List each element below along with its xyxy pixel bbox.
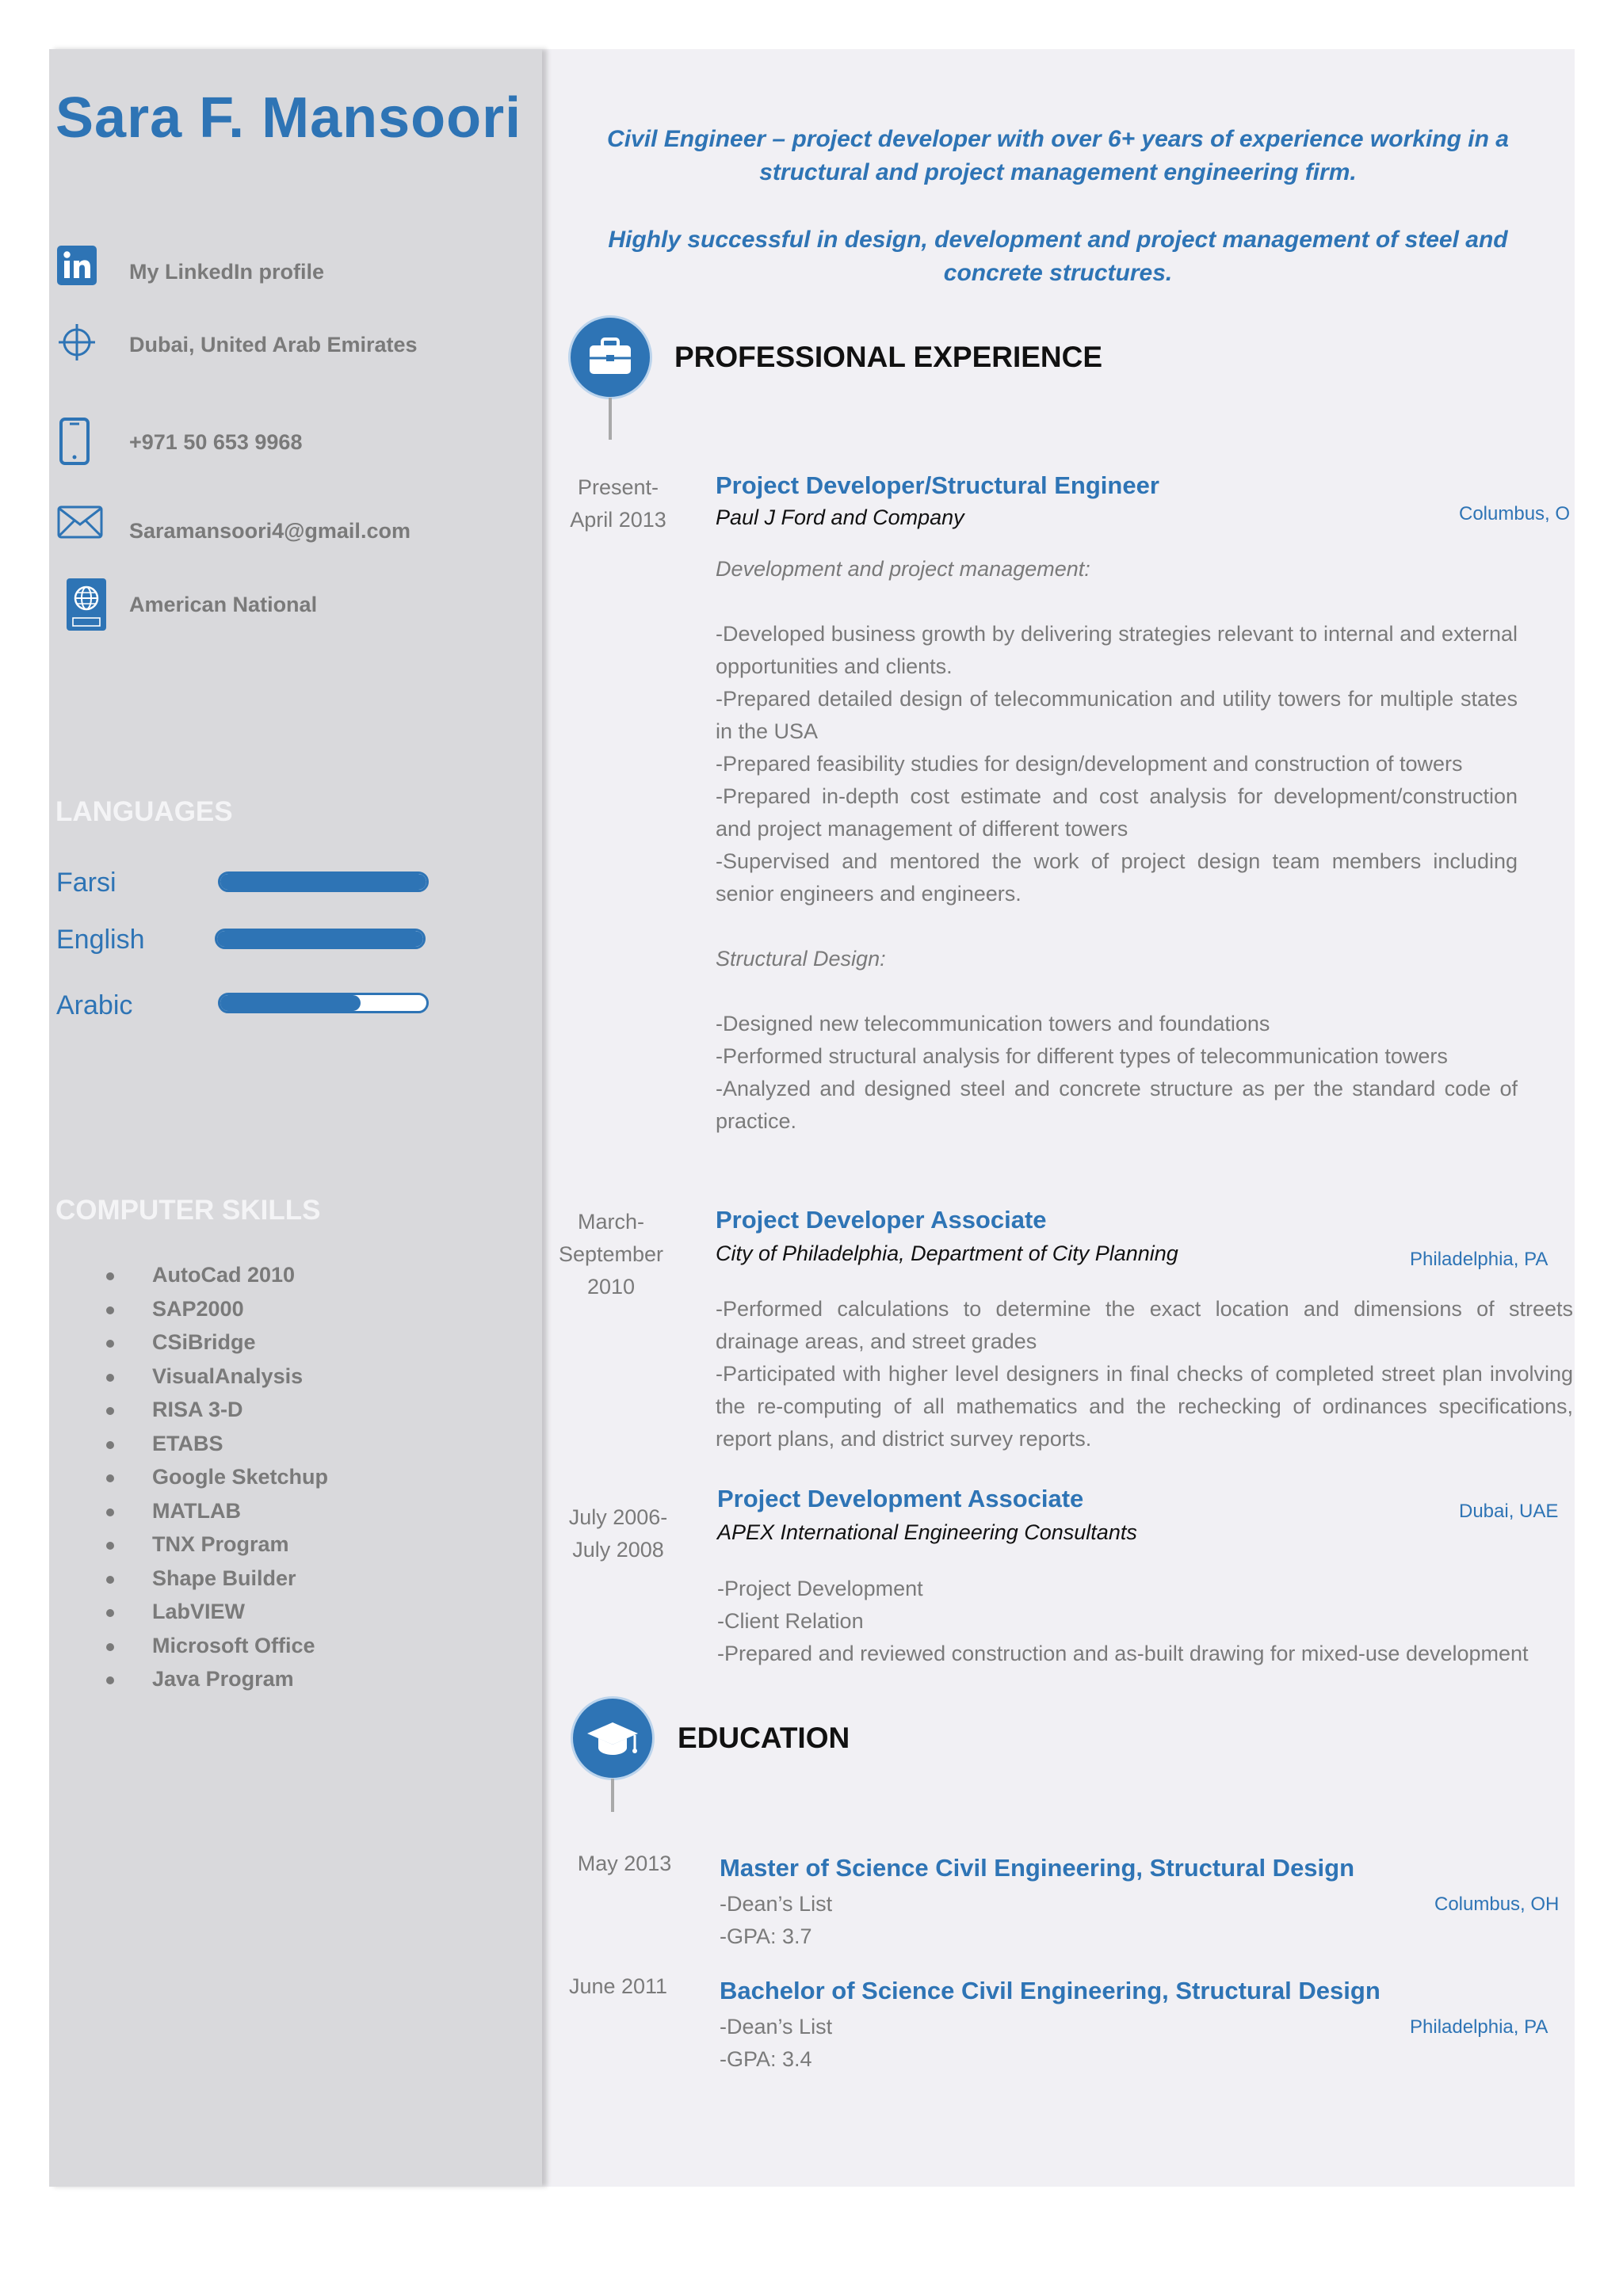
education-detail: -Dean’s List bbox=[720, 1892, 833, 1916]
language-level-fill bbox=[220, 995, 361, 1011]
skill-item: MATLAB bbox=[106, 1494, 328, 1528]
computer-skills-heading: COMPUTER SKILLS bbox=[55, 1195, 321, 1226]
job-description bbox=[717, 1573, 1575, 1670]
job-bullet: -Prepared and reviewed construction and as-built drawing for mixed-use development bbox=[717, 1642, 1529, 1665]
education-detail: -GPA: 3.4 bbox=[720, 2047, 812, 2071]
sidebar bbox=[49, 49, 542, 2187]
job-bullet: -Client Relation bbox=[717, 1609, 864, 1633]
job-bullet: -Analyzed and designed steel and concrete structure as per the standard code of practice. bbox=[716, 1077, 1518, 1133]
job-date-line: July 2008 bbox=[572, 1538, 664, 1562]
job-subheading: Development and project management: bbox=[716, 557, 1090, 581]
job-company: Paul J Ford and Company bbox=[716, 505, 964, 529]
education-details bbox=[720, 2011, 1354, 2076]
job-bullet: -Prepared detailed design of telecommunication and utility towers for multiple states in the USA bbox=[716, 687, 1518, 743]
language-name: Arabic bbox=[56, 990, 133, 1020]
education-section-badge bbox=[573, 1699, 652, 1778]
summary-experience: Civil Engineer – project developer with over 6+ years of experience working in a structural and project management engineering firm. bbox=[607, 126, 1509, 185]
skill-item: Shape Builder bbox=[106, 1562, 328, 1596]
language-level-bar bbox=[215, 929, 426, 949]
section-connector bbox=[609, 398, 612, 440]
job-dates bbox=[563, 471, 674, 536]
job-bullet: -Supervised and mentored the work of project design team members including senior engineers and engineers. bbox=[716, 849, 1518, 906]
skill-item: AutoCad 2010 bbox=[106, 1258, 328, 1292]
education-heading: EDUCATION bbox=[678, 1722, 850, 1754]
language-level-bar bbox=[218, 993, 429, 1013]
experience-heading: PROFESSIONAL EXPERIENCE bbox=[674, 341, 1103, 373]
job-bullet: -Project Development bbox=[717, 1577, 923, 1600]
mobile-phone-icon bbox=[59, 418, 90, 465]
job-date-line: March- bbox=[577, 1210, 644, 1234]
language-name: English bbox=[56, 925, 145, 955]
degree-title: Master of Science Civil Engineering, Structural Design bbox=[720, 1854, 1355, 1882]
skill-item: SAP2000 bbox=[106, 1292, 328, 1326]
languages-heading: LANGUAGES bbox=[55, 796, 233, 827]
skill-item: Microsoft Office bbox=[106, 1629, 328, 1663]
job-company: City of Philadelphia, Department of City Planning bbox=[716, 1241, 1178, 1265]
linkedin-icon[interactable] bbox=[57, 246, 97, 285]
job-bullet: -Performed structural analysis for different types of telecommunication towers bbox=[716, 1044, 1448, 1068]
education-location: Philadelphia, PA bbox=[1410, 2016, 1549, 2038]
job-company: APEX International Engineering Consultants bbox=[717, 1520, 1137, 1544]
job-title: Project Developer/Structural Engineer bbox=[716, 471, 1159, 499]
education-detail: -Dean’s List bbox=[720, 2015, 833, 2039]
job-bullet: -Designed new telecommunication towers and foundations bbox=[716, 1012, 1270, 1035]
job-bullet: -Performed calculations to determine the exact location and dimensions of streets drainage areas, and street grades bbox=[716, 1297, 1573, 1353]
skill-item: LabVIEW bbox=[106, 1595, 328, 1629]
section-connector bbox=[611, 1779, 614, 1812]
job-date-line: 2010 bbox=[586, 1275, 636, 1299]
job-date-line: September bbox=[558, 1242, 664, 1266]
job-bullet: -Prepared feasibility studies for design/development and construction of towers bbox=[716, 752, 1463, 776]
language-level-fill bbox=[217, 931, 423, 947]
summary-strengths: Highly successful in design, development and project management of steel and concrete structures. bbox=[608, 227, 1508, 286]
envelope-icon bbox=[57, 505, 103, 539]
job-description bbox=[716, 1293, 1573, 1455]
linkedin-link[interactable]: My LinkedIn profile bbox=[129, 260, 325, 284]
location-text: Dubai, United Arab Emirates bbox=[129, 333, 418, 357]
experience-section-badge bbox=[571, 318, 650, 397]
skill-item: VisualAnalysis bbox=[106, 1360, 328, 1394]
passport-icon bbox=[65, 577, 108, 632]
skill-item: TNX Program bbox=[106, 1527, 328, 1562]
education-date: May 2013 bbox=[577, 1852, 672, 1875]
computer-skills-list bbox=[106, 1258, 328, 1696]
language-level-bar bbox=[218, 871, 429, 892]
education-location: Columbus, OH bbox=[1434, 1894, 1560, 1915]
job-bullet: -Developed business growth by delivering strategies relevant to internal and external opportunities and clients. bbox=[716, 622, 1518, 678]
job-location: Columbus, O bbox=[1459, 503, 1571, 524]
job-bullet: -Participated with higher level designers in final checks of completed street plan involving the re-computing of all mathematics and the rechecking of ordinances specifications, report plans, and district survey reports. bbox=[716, 1362, 1573, 1451]
skill-item: RISA 3-D bbox=[106, 1393, 328, 1427]
job-date-line: July 2006- bbox=[568, 1505, 668, 1529]
job-date-line: April 2013 bbox=[570, 508, 666, 532]
job-description bbox=[716, 553, 1518, 1138]
job-location: Philadelphia, PA bbox=[1410, 1249, 1549, 1270]
education-details bbox=[720, 1888, 1354, 1953]
job-subheading: Structural Design: bbox=[716, 947, 886, 971]
degree-title: Bachelor of Science Civil Engineering, Structural Design bbox=[720, 1977, 1381, 2004]
education-date: June 2011 bbox=[568, 1974, 668, 1998]
location-crosshair-icon bbox=[57, 322, 97, 362]
job-bullet: -Prepared in-depth cost estimate and cost analysis for development/construction and project management of different towers bbox=[716, 784, 1518, 841]
skill-item: CSiBridge bbox=[106, 1325, 328, 1360]
skill-item: Java Program bbox=[106, 1662, 328, 1696]
job-date-line: Present- bbox=[577, 475, 659, 499]
job-location: Dubai, UAE bbox=[1459, 1501, 1559, 1522]
phone-number[interactable]: +971 50 653 9968 bbox=[129, 430, 303, 454]
language-level-fill bbox=[220, 874, 426, 890]
job-dates bbox=[563, 1501, 674, 1566]
briefcase-icon bbox=[571, 318, 650, 397]
candidate-name: Sara F. Mansoori bbox=[55, 86, 522, 150]
job-title: Project Development Associate bbox=[717, 1485, 1084, 1512]
email-address[interactable]: Saramansoori4@gmail.com bbox=[129, 519, 411, 543]
graduation-cap-icon bbox=[573, 1699, 652, 1778]
language-name: Farsi bbox=[56, 868, 116, 898]
job-title: Project Developer Associate bbox=[716, 1206, 1047, 1234]
nationality-text: American National bbox=[129, 593, 318, 616]
skill-item: Google Sketchup bbox=[106, 1460, 328, 1494]
education-detail: -GPA: 3.7 bbox=[720, 1924, 812, 1948]
job-dates bbox=[556, 1206, 666, 1303]
skill-item: ETABS bbox=[106, 1427, 328, 1461]
